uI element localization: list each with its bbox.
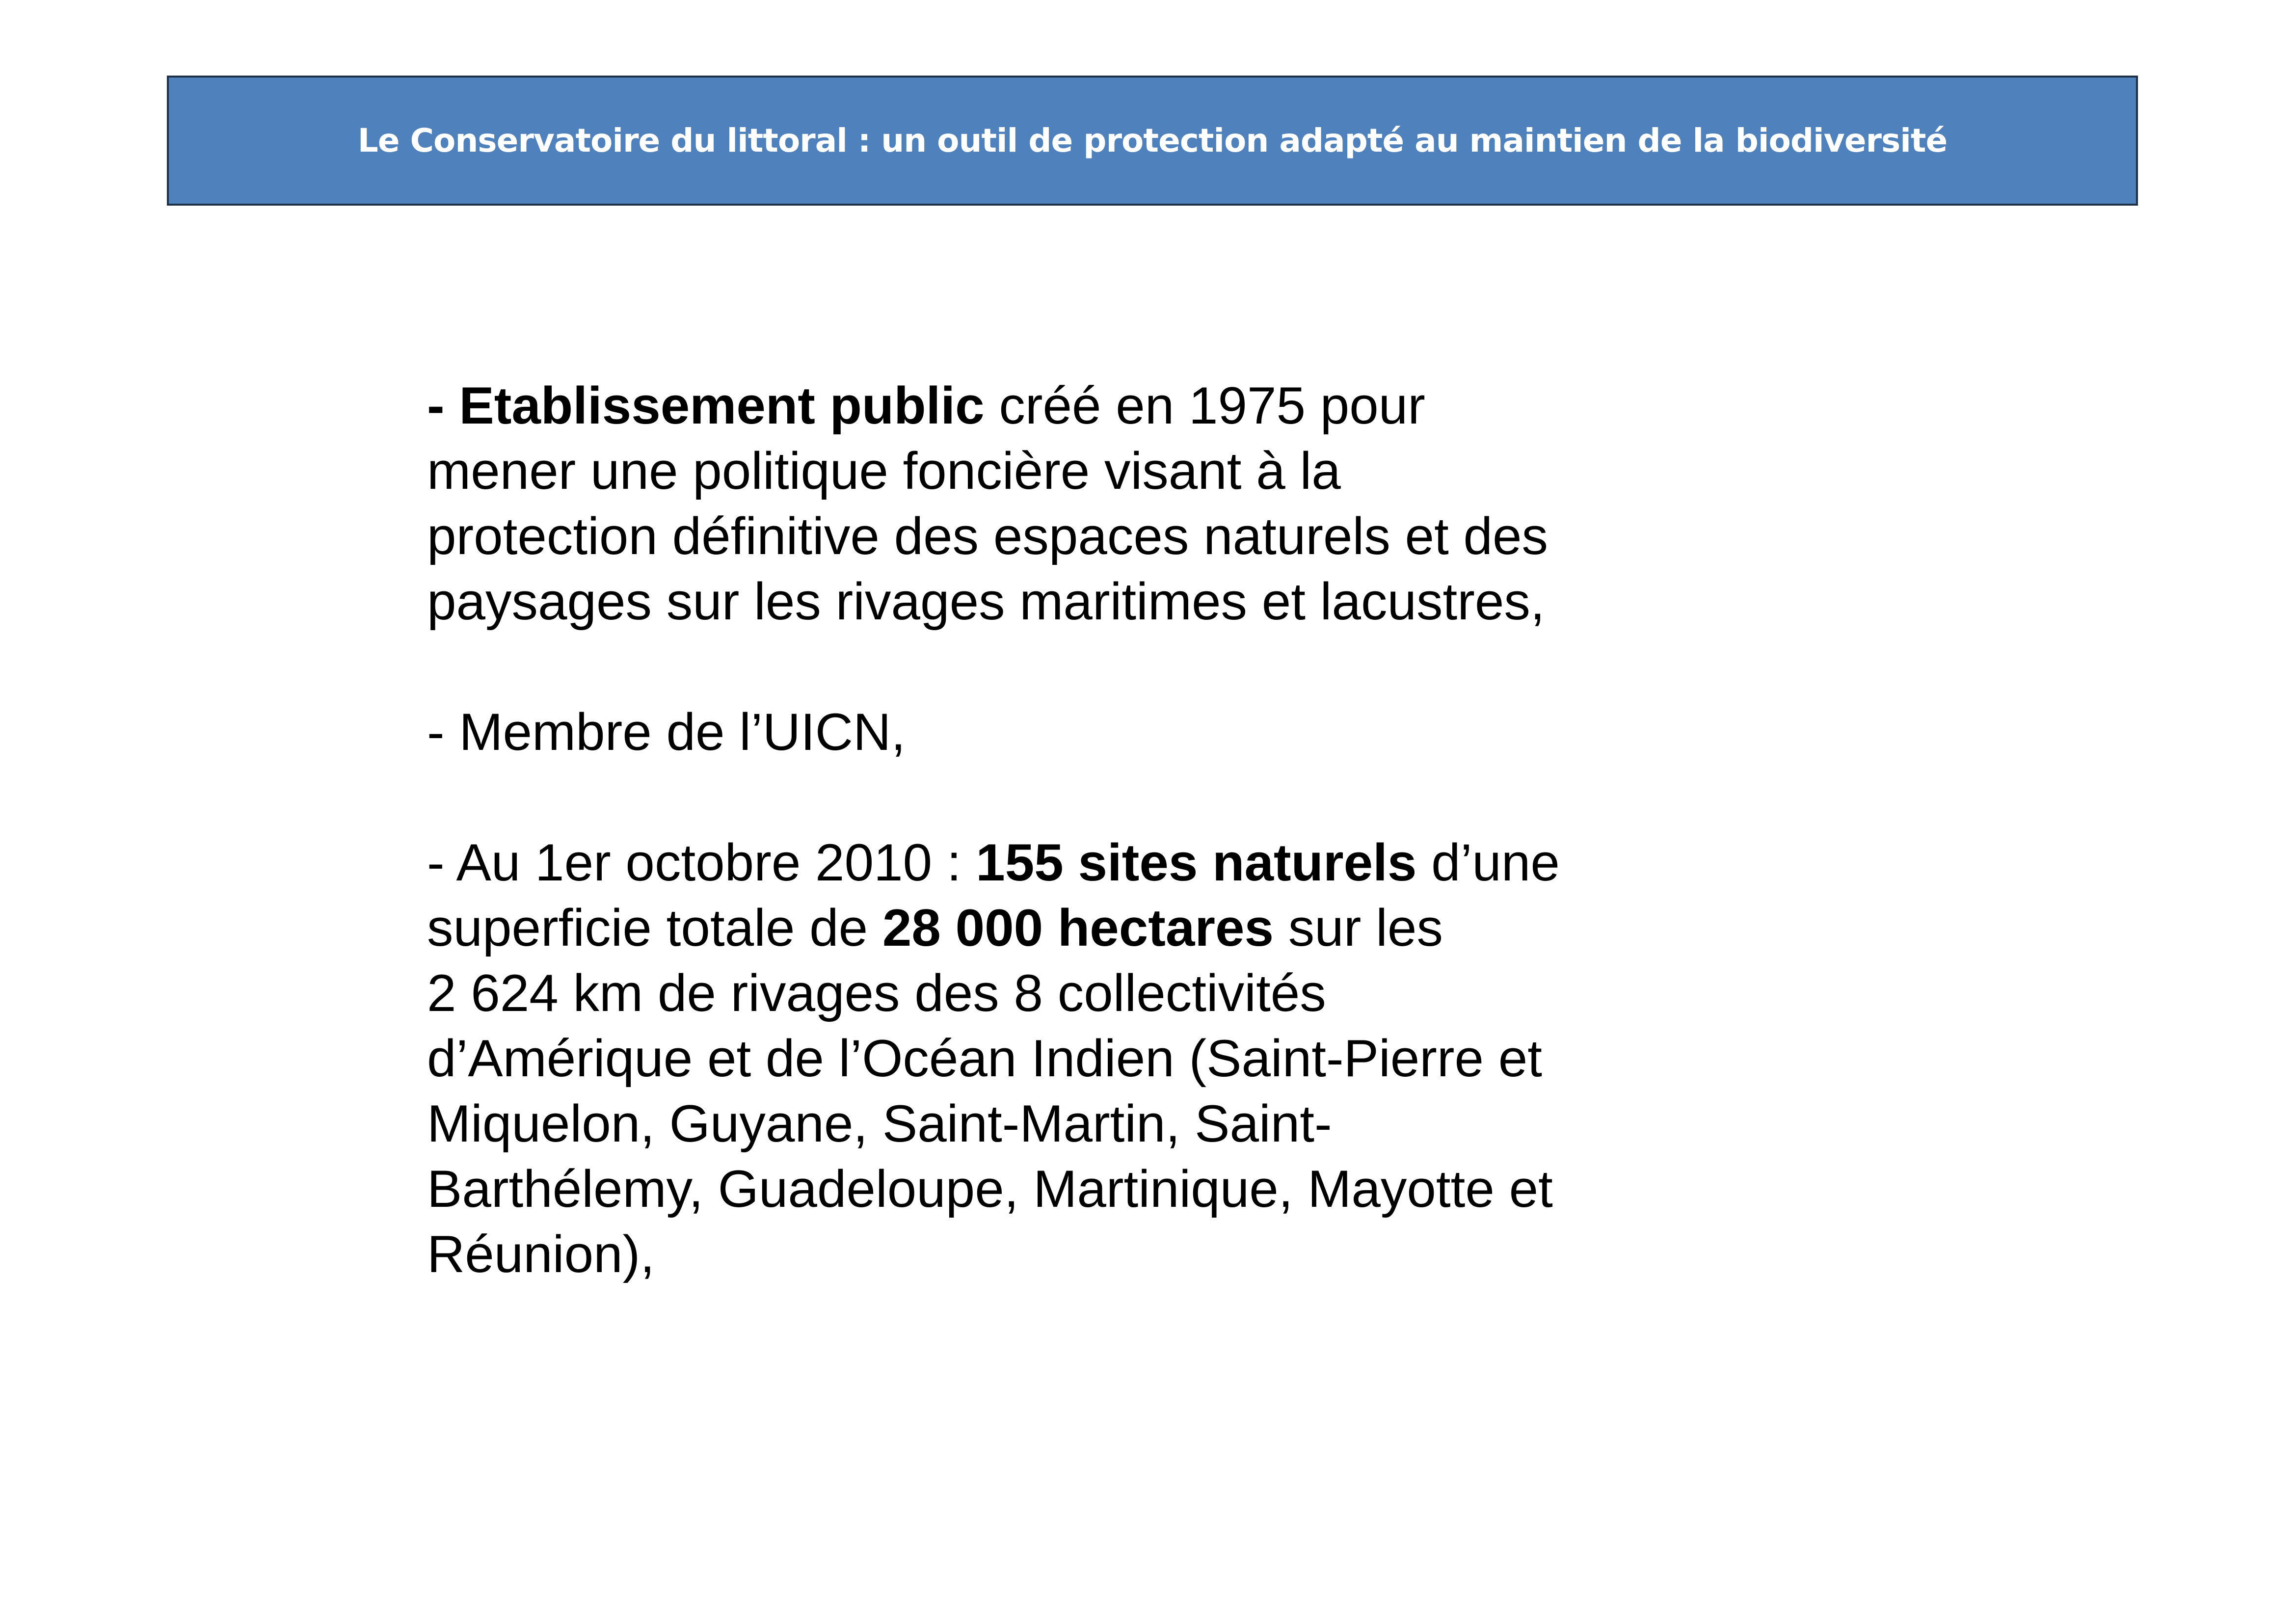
body-text: Réunion), bbox=[427, 1224, 655, 1283]
body-text: superficie totale de bbox=[427, 898, 882, 957]
body-text: d’une bbox=[1416, 833, 1560, 892]
body-text: Miquelon, Guyane, Saint-Martin, Saint- bbox=[427, 1094, 1332, 1153]
slide-title: Le Conservatoire du littoral : un outil de protection adapté au maintien de la biodiversité bbox=[357, 122, 1948, 160]
body-text: 2 624 km de rivages des 8 collectivités bbox=[427, 963, 1326, 1022]
bold-text: 28 000 hectares bbox=[882, 898, 1274, 957]
body-text: créé en 1975 pour bbox=[984, 376, 1425, 435]
bullet-membre-uicn bbox=[427, 699, 1679, 765]
body-text: protection définitive des espaces naturels et des bbox=[427, 506, 1548, 565]
body-text: Barthélemy, Guadeloupe, Martinique, Mayotte et bbox=[427, 1159, 1553, 1218]
body-text: paysages sur les rivages maritimes et lacustres, bbox=[427, 572, 1545, 631]
bullet-etablissement-public bbox=[427, 373, 1679, 634]
slide-content bbox=[427, 373, 1679, 1287]
body-text: - Au 1er octobre 2010 : bbox=[427, 833, 976, 892]
slide-title-bar bbox=[167, 76, 2138, 206]
bullet-sites-naturels bbox=[427, 830, 1679, 1287]
body-text: mener une politique foncière visant à la bbox=[427, 441, 1341, 500]
body-text: sur les bbox=[1274, 898, 1443, 957]
body-text: d’Amérique et de l’Océan Indien (Saint-Pierre et bbox=[427, 1029, 1542, 1088]
body-text: - Membre de l’UICN, bbox=[427, 702, 906, 761]
bold-text: - Etablissement public bbox=[427, 376, 985, 435]
bold-text: 155 sites naturels bbox=[976, 833, 1417, 892]
